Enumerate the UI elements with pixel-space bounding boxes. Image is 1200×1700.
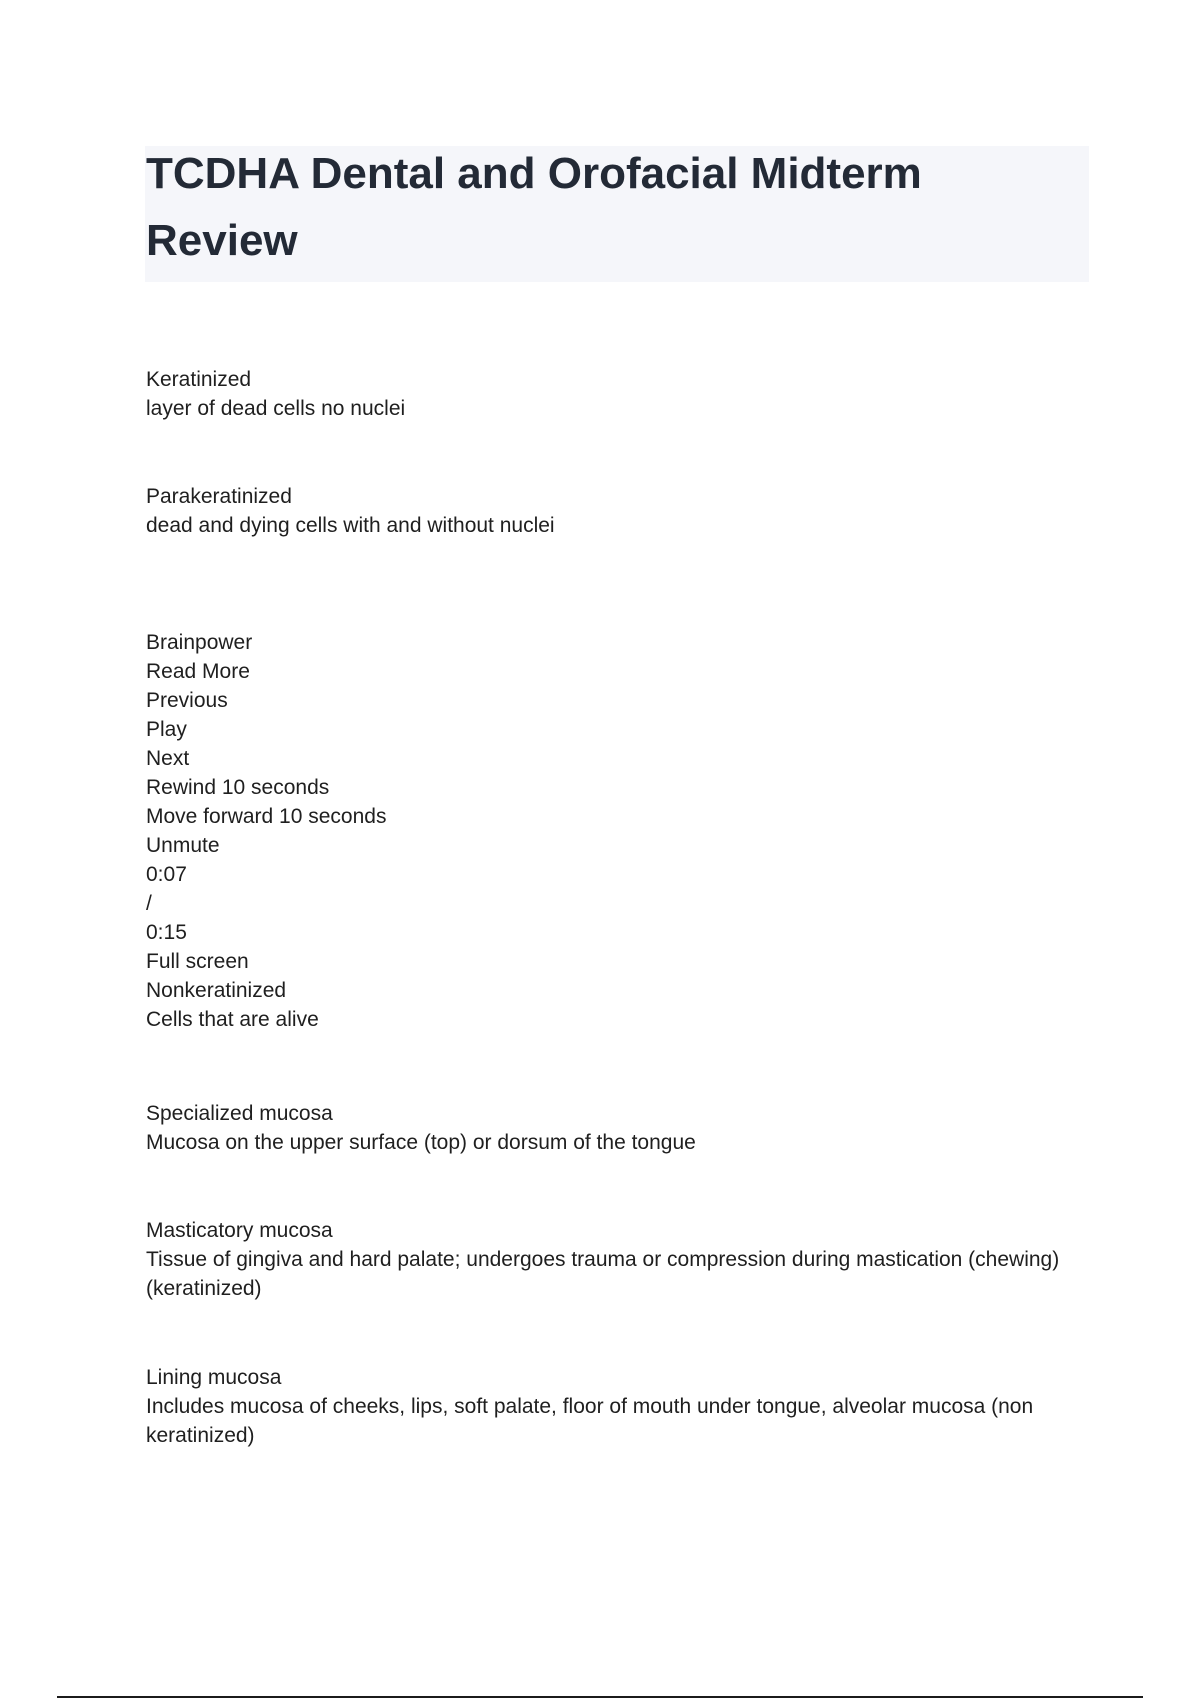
forward-button-label[interactable]: Move forward 10 seconds (146, 805, 387, 828)
page-bottom-divider (57, 1696, 1143, 1698)
definition-masticatory-mucosa: Tissue of gingiva and hard palate; undergoes trauma or compression during mastication (chewing) (keratinized) (146, 1248, 1060, 1300)
time-separator: / (146, 892, 152, 915)
flashcard-lining-mucosa (146, 1363, 1096, 1450)
term-specialized-mucosa: Specialized mucosa (146, 1102, 333, 1125)
rewind-button-label[interactable]: Rewind 10 seconds (146, 776, 330, 799)
term-keratinized: Keratinized (146, 368, 252, 391)
definition-lining-mucosa: Includes mucosa of cheeks, lips, soft palate, floor of mouth under tongue, alveolar mucosa (non keratinized) (146, 1395, 1034, 1447)
definition-specialized-mucosa: Mucosa on the upper surface (top) or dorsum of the tongue (146, 1131, 696, 1154)
term-nonkeratinized: Nonkeratinized (146, 979, 287, 1002)
full-screen-button-label[interactable]: Full screen (146, 950, 249, 973)
definition-parakeratinized: dead and dying cells with and without nuclei (146, 514, 555, 537)
flashcard-keratinized (146, 365, 1096, 423)
document-title: TCDHA Dental and Orofacial Midterm Review (146, 149, 922, 265)
play-button-label[interactable]: Play (146, 718, 187, 741)
current-time: 0:07 (146, 863, 187, 886)
next-button-label[interactable]: Next (146, 747, 190, 770)
duration: 0:15 (146, 921, 187, 944)
previous-button-label[interactable]: Previous (146, 689, 228, 712)
term-masticatory-mucosa: Masticatory mucosa (146, 1219, 333, 1242)
definition-keratinized: layer of dead cells no nuclei (146, 397, 406, 420)
embedded-video-text-list (146, 628, 1096, 1034)
brainpower-label: Brainpower (146, 631, 253, 654)
flashcard-specialized-mucosa (146, 1099, 1096, 1157)
term-lining-mucosa: Lining mucosa (146, 1366, 282, 1389)
term-parakeratinized: Parakeratinized (146, 485, 292, 508)
read-more-link[interactable]: Read More (146, 660, 250, 683)
definition-nonkeratinized: Cells that are alive (146, 1008, 319, 1031)
flashcard-masticatory-mucosa (146, 1216, 1096, 1303)
unmute-button-label[interactable]: Unmute (146, 834, 220, 857)
flashcard-parakeratinized (146, 482, 1096, 540)
